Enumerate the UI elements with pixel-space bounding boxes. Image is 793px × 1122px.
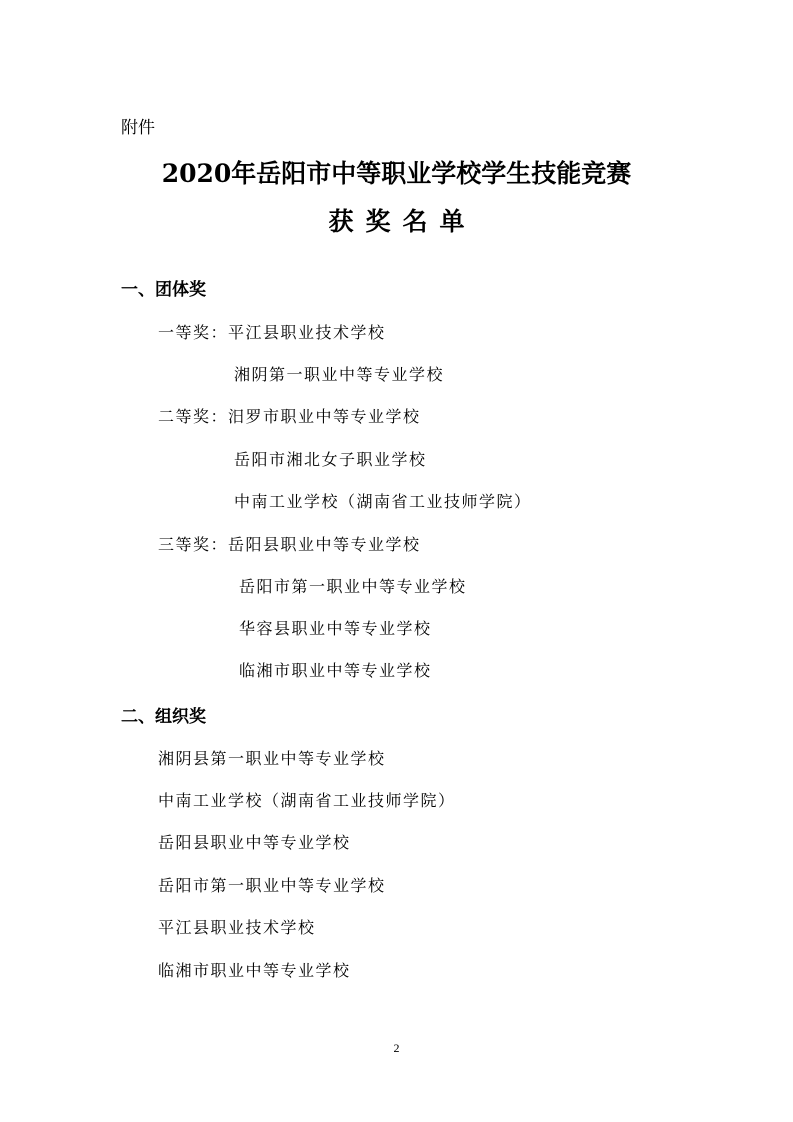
award-school-name: 湘阴第一职业中等专业学校 [234,365,445,384]
second-prize-row-1 [158,405,421,429]
page-number: 2 [393,1041,400,1055]
award-school-name: 岳阳县职业中等专业学校 [228,535,421,554]
organization-school-name: 湘阴县第一职业中等专业学校 [158,749,386,768]
award-school-name: 岳阳市第一职业中等专业学校 [239,577,467,596]
section-heading-team-award: 一、团体奖 [121,280,206,300]
document-subtitle: 获奖名单 [328,207,477,236]
section-heading-organization-award: 二、组织奖 [121,707,206,727]
award-school-name: 华容县职业中等专业学校 [239,619,432,638]
first-prize-label: 一等奖： [158,323,229,342]
award-school-name: 平江县职业技术学校 [228,323,386,342]
award-school-name: 岳阳市湘北女子职业学校 [234,450,427,469]
organization-school-name: 临湘市职业中等专业学校 [158,961,351,980]
first-prize-row-1 [158,321,386,345]
award-school-name: 临湘市职业中等专业学校 [239,661,432,680]
organization-school-name: 岳阳县职业中等专业学校 [158,833,351,852]
award-school-name: 中南工业学校（湖南省工业技师学院） [234,492,532,511]
third-prize-row-1 [158,533,421,557]
organization-school-name: 岳阳市第一职业中等专业学校 [158,876,386,895]
third-prize-label: 三等奖： [158,535,229,554]
organization-school-name: 中南工业学校（湖南省工业技师学院） [158,791,456,810]
second-prize-label: 二等奖： [158,407,229,426]
organization-school-name: 平江县职业技术学校 [158,918,316,937]
award-school-name: 汨罗市职业中等专业学校 [228,407,421,426]
attachment-label: 附件 [121,118,155,138]
document-title: 2020年岳阳市中等职业学校学生技能竞赛 [161,159,632,188]
